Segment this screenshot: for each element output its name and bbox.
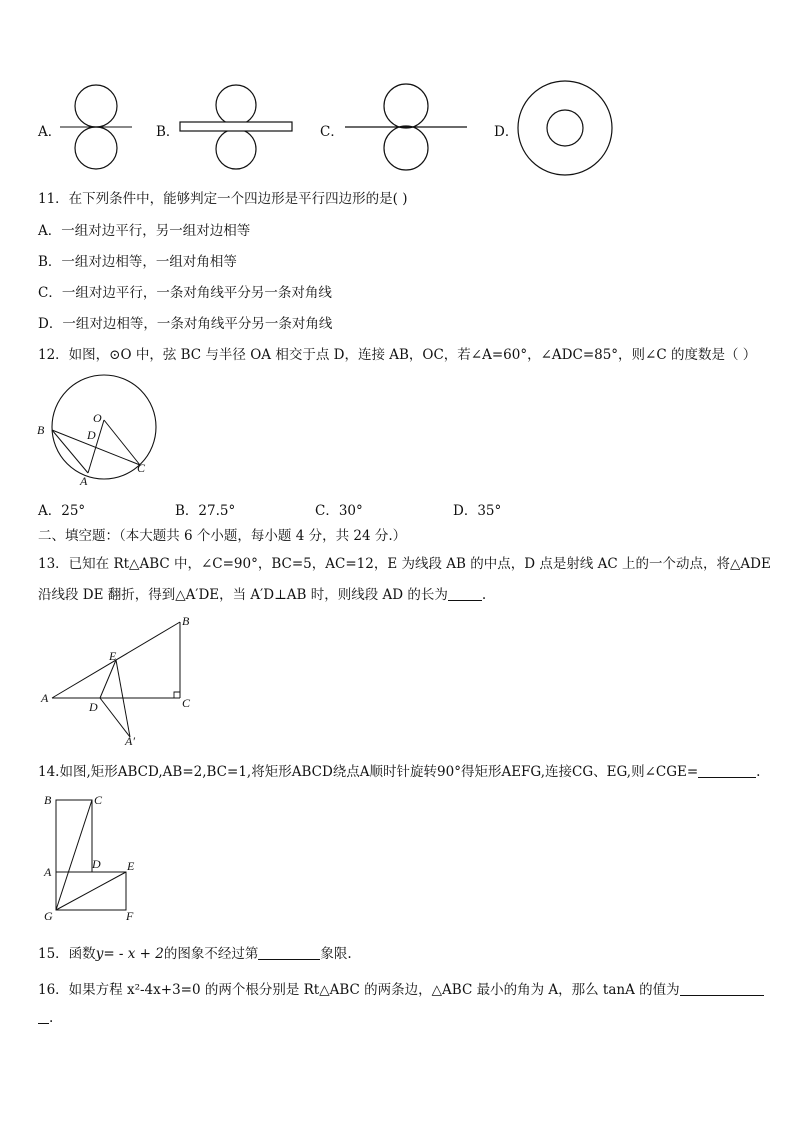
q10-figure-d [517, 80, 613, 176]
q16-answer-blank-1[interactable] [680, 994, 764, 996]
q16-text: 16．如果方程 x²-4x+3=0 的两个根分别是 Rt△ABC 的两条边，△ABC 最小的角为 A，那么 tanA 的值为 [38, 982, 680, 998]
section-2-heading: 二、填空题：（本大题共 6 个小题，每小题 4 分，共 24 分.） [38, 528, 407, 544]
q14-label-e: E [127, 859, 135, 873]
q10-option-c-label: C． [320, 124, 344, 140]
q12-circle-figure [34, 375, 164, 487]
q15-middle: 的图象不经过第 [163, 946, 259, 962]
q11-stem: 11．在下列条件中，能够判定一个四边形是平行四边形的是( ) [38, 191, 408, 207]
q13-label-d: D [89, 700, 98, 714]
q13-answer-blank[interactable] [448, 599, 482, 601]
q14-label-f: F [126, 909, 134, 923]
q13-label-a-prime: A′ [125, 734, 135, 748]
q14-label-g: G [44, 909, 53, 923]
q15-answer-blank[interactable] [258, 958, 320, 960]
q11-option-d: D．一组对边相等，一条对角线平分另一条对角线 [38, 316, 333, 332]
q14-end: . [756, 764, 761, 780]
q16-line-2 [38, 1010, 53, 1026]
q12-option-d: D．35° [453, 503, 502, 519]
q11-option-b: B．一组对边相等，一组对角相等 [38, 254, 237, 270]
q12-option-c: C．30° [315, 503, 363, 519]
q12-option-b: B．27.5° [175, 503, 236, 519]
q13-line-2 [38, 583, 486, 603]
q16-end: . [49, 1010, 54, 1026]
q15-prefix: 15．函数 [38, 946, 96, 962]
q13-label-c: C [182, 696, 191, 710]
q10-option-b-label: B． [156, 124, 180, 140]
q13-label-b: B [182, 614, 190, 628]
q12-label-o: O [93, 411, 102, 425]
q15-line [38, 942, 352, 962]
q13-line-1: 13．已知在 Rt△ABC 中，∠C=90°，BC=5，AC=12，E 为线段 AB 的中点，D 点是射线 AC 上的一个动点，将△ADE [38, 556, 771, 572]
q11-option-c: C．一组对边平行，一条对角线平分另一条对角线 [38, 285, 332, 301]
q11-option-a: A．一组对边平行，另一组对边相等 [38, 223, 251, 239]
q15-formula: y= - x + 2 [95, 946, 164, 962]
q10-option-d-label: D． [494, 124, 519, 140]
q16-answer-blank-2[interactable] [38, 1022, 49, 1024]
q12-label-d: D [87, 428, 96, 442]
q13-label-a: A [41, 691, 49, 705]
q14-label-d: D [92, 857, 101, 871]
q14-line [38, 760, 760, 780]
q14-answer-blank[interactable] [698, 776, 756, 778]
q12-label-a: A [80, 474, 88, 488]
q16-line-1 [38, 978, 764, 998]
q13-label-e: E [109, 649, 117, 663]
q13-line-2-end: . [481, 587, 487, 603]
q10-figure-b [178, 85, 294, 170]
q14-label-a: A [44, 865, 52, 879]
q14-text: 14.如图,矩形ABCD,AB=2,BC=1,将矩形ABCD绕点A顺时针旋转90°得矩形AEFG,连接CG、EG,则∠CGE= [38, 764, 699, 780]
q12-label-c: C [137, 461, 146, 475]
q14-rectangle-figure [40, 790, 150, 922]
q10-option-a-label: A． [38, 124, 62, 140]
q10-figure-c [345, 85, 467, 170]
q14-label-c: C [94, 793, 103, 807]
q13-line-2-text: 沿线段 DE 翻折，得到△A′DE，当 A′D⊥AB 时，则线段 AD 的长为 [38, 587, 448, 603]
q13-triangle-figure [38, 612, 198, 748]
q12-label-b: B [37, 423, 45, 437]
q10-figure-a [60, 85, 132, 170]
q14-label-b: B [44, 793, 52, 807]
q12-option-a: A．25° [38, 503, 86, 519]
q12-stem: 12．如图，⊙O 中，弦 BC 与半径 OA 相交于点 D，连接 AB，OC，若∠A=60°，∠ADC=85°，则∠C 的度数是（ ） [38, 347, 757, 363]
q15-suffix: 象限. [320, 946, 352, 962]
